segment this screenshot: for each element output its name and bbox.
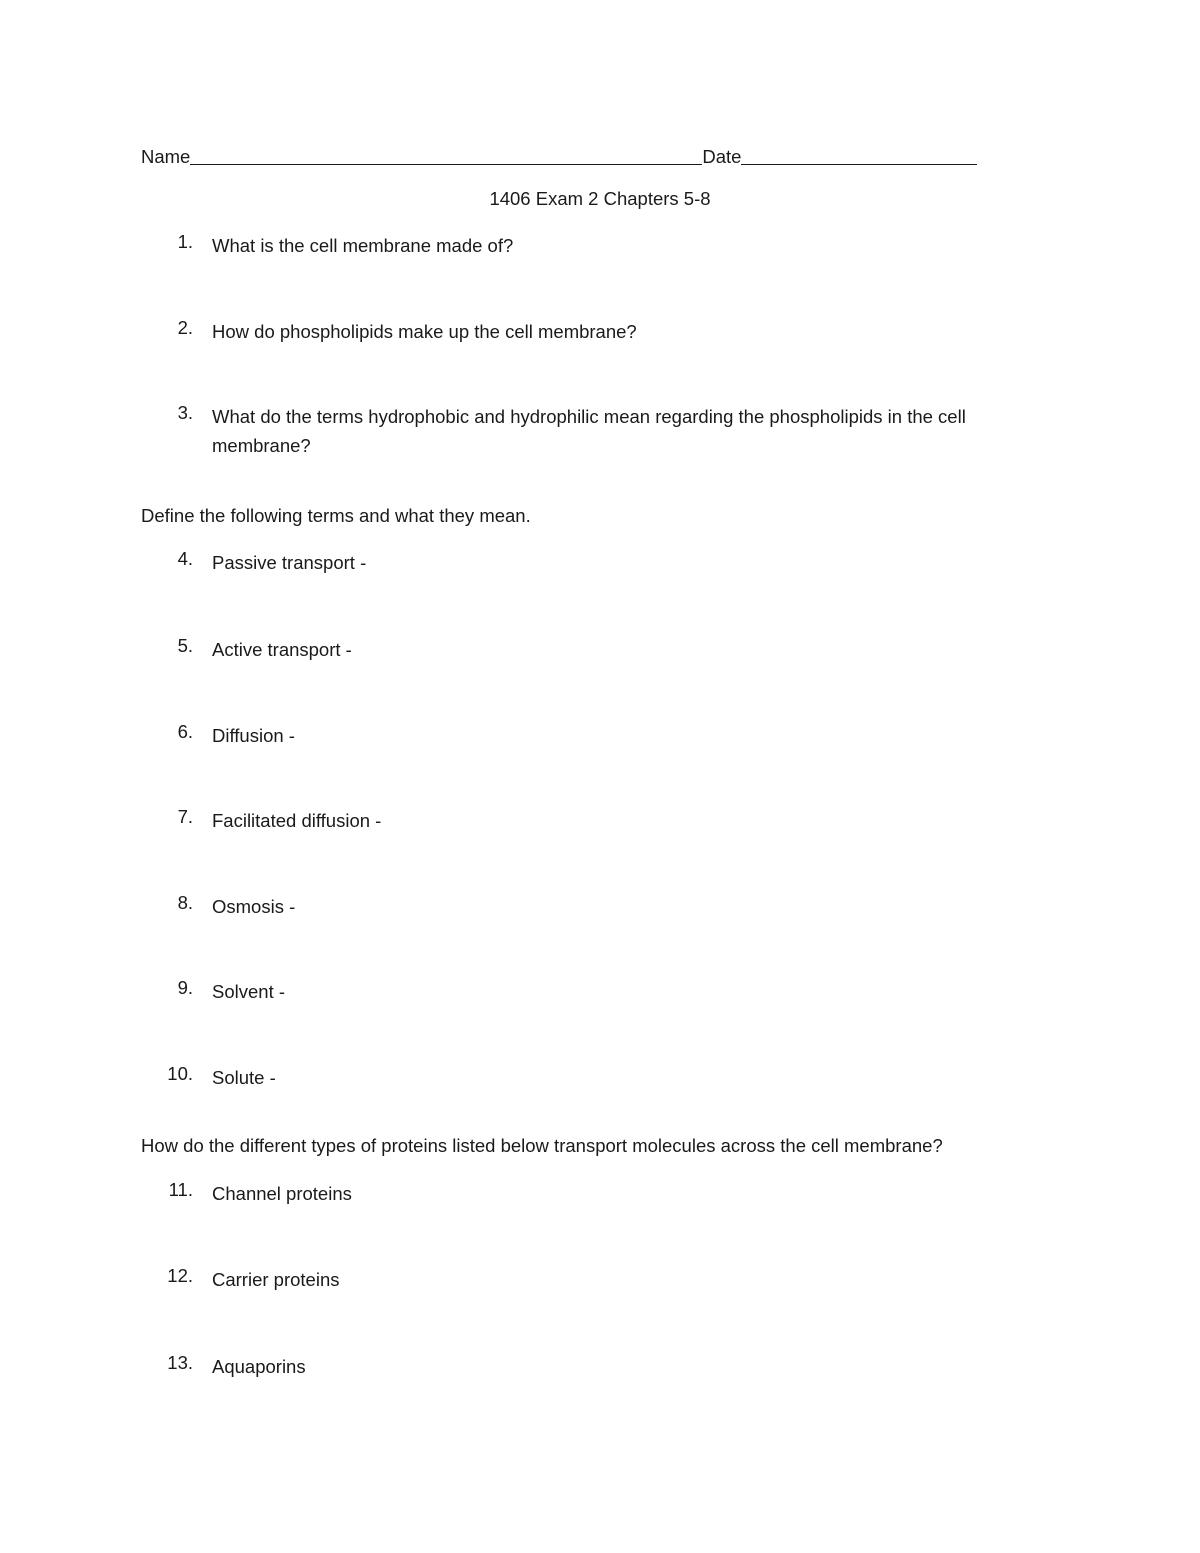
question-number: 7. xyxy=(177,806,193,827)
name-field[interactable] xyxy=(190,144,702,165)
question-number: 11. xyxy=(168,1179,193,1200)
date-field[interactable] xyxy=(741,144,977,165)
question-text: Facilitated diffusion - xyxy=(212,810,382,831)
question-text: Solute - xyxy=(212,1067,276,1088)
question-text: Solvent - xyxy=(212,981,286,1002)
question-text: How do phospholipids make up the cell membrane? xyxy=(212,321,637,342)
question-number: 6. xyxy=(177,721,193,742)
question-number: 13. xyxy=(167,1352,193,1373)
question-text: Active transport - xyxy=(212,639,352,660)
question-number: 10. xyxy=(167,1063,193,1084)
name-date-line xyxy=(141,144,977,168)
question-number: 5. xyxy=(177,635,193,656)
question-text: What do the terms hydrophobic and hydrophilic mean regarding the phospholipids in the cell membrane? xyxy=(212,406,966,456)
question-number: 3. xyxy=(177,402,193,423)
question-number: 8. xyxy=(177,892,193,913)
question-text: Diffusion - xyxy=(212,725,295,746)
question-number: 1. xyxy=(177,231,193,252)
question-number: 12. xyxy=(167,1265,193,1286)
question-number: 4. xyxy=(177,548,193,569)
name-label: Name xyxy=(141,146,191,167)
proteins-instructions: How do the different types of proteins listed below transport molecules across the cell membrane? xyxy=(141,1135,943,1156)
question-text: What is the cell membrane made of? xyxy=(212,235,514,256)
question-text: Osmosis - xyxy=(212,896,296,917)
question-text: Passive transport - xyxy=(212,552,367,573)
question-text: Channel proteins xyxy=(212,1183,352,1204)
define-instructions: Define the following terms and what they mean. xyxy=(141,505,531,526)
date-label: Date xyxy=(702,146,742,167)
exam-title: 1406 Exam 2 Chapters 5-8 xyxy=(489,188,711,209)
question-text: Aquaporins xyxy=(212,1356,306,1377)
question-text: Carrier proteins xyxy=(212,1269,340,1290)
question-number: 2. xyxy=(177,317,193,338)
question-number: 9. xyxy=(177,977,193,998)
